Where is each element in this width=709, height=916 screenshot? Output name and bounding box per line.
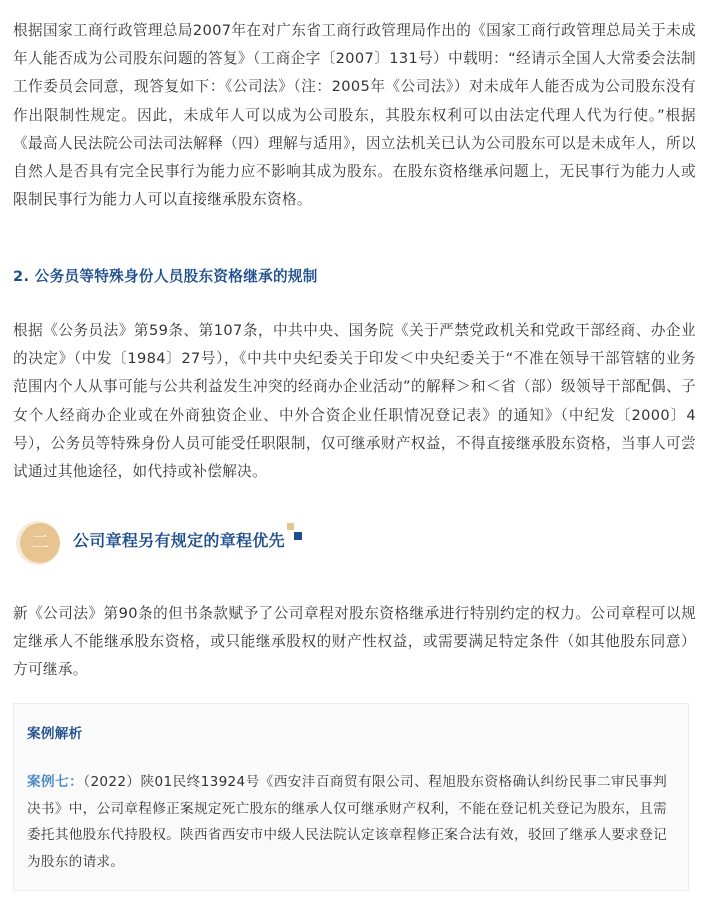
- case-analysis-heading: 案例解析: [27, 726, 83, 742]
- paragraph-articles-priority: 新《公司法》第90条的但书条款赋予了公司章程对股东资格继承进行特别约定的权力。公司章程可以规定继承人不能继承股东资格，或只能继承股权的财产性权益，或需要满足特定条件（如其他股东同意）方可继承。: [13, 605, 696, 679]
- case-analysis-body: [27, 769, 667, 875]
- case-label: 案例七：: [27, 774, 84, 790]
- decorative-square-blue: [294, 532, 302, 540]
- case-text: （2022）陕01民终13924号《西安沣百商贸有限公司、程旭股东资格确认纠纷民事二审民事判决书》中，公司章程修正案规定死亡股东的继承人仅可继承财产权利，不能在登记机关登记为股东，且需委托其他股东代持股权。陕西省西安市中级人民法院认定该章程修正案合法有效，驳回了继承人要求登记为股东的请求。: [27, 774, 667, 870]
- paragraph-minor-shareholders: 根据国家工商行政管理总局2007年在对广东省工商行政管理局作出的《国家工商行政管理总局关于未成年人能否成为公司股东问题的答复》（工商企字〔2007〕131号）中载明：“经请示全国人大常委会法制工作委员会同意，现答复如下：《公司法》（注：2005年《公司法》）对未成年人能否成为公司股东没有作出限制性规定。因此，未成年人可以成为公司股东，其股东权利可以由法定代理人代为行使。”根据《最高人民法院公司法司法解释（四）理解与适用》，因立法机关已认为公司股东可以是未成年人，所以自然人是否具有完全民事行为能力应不影响其成为股东。在股东资格继承问题上，无民事行为能力人或限制民事行为能力人可以直接继承股东资格。: [13, 22, 696, 209]
- section-title: 公司章程另有规定的章程优先: [73, 531, 285, 550]
- subheading-civil-servants: 2. 公务员等特殊身份人员股东资格继承的规制: [13, 268, 318, 285]
- case-analysis-box: [13, 703, 689, 891]
- decorative-square-gold: [287, 523, 294, 530]
- paragraph-civil-servants: 根据《公务员法》第59条、第107条，中共中央、国务院《关于严禁党政机关和党政干部经商、办企业的决定》（中发〔1984〕27号），《中共中央纪委关于印发＜中央纪委关于“不准在领导干部管辖的业务范围内个人从事可能与公共利益发生冲突的经商办企业活动”的解释＞和＜省（部）级领导干部配偶、子女个人经商办企业或在外商独资企业、中外合资企业任职情况登记表》的通知》（中纪发〔2000〕4号），公务员等特殊身份人员可能受任职限制，仅可继承财产权益，不得直接继承股东资格，当事人可尝试通过其他途径，如代持或补偿解决。: [13, 322, 696, 481]
- section-header: [16, 519, 316, 567]
- section-number-badge: 二: [20, 523, 60, 563]
